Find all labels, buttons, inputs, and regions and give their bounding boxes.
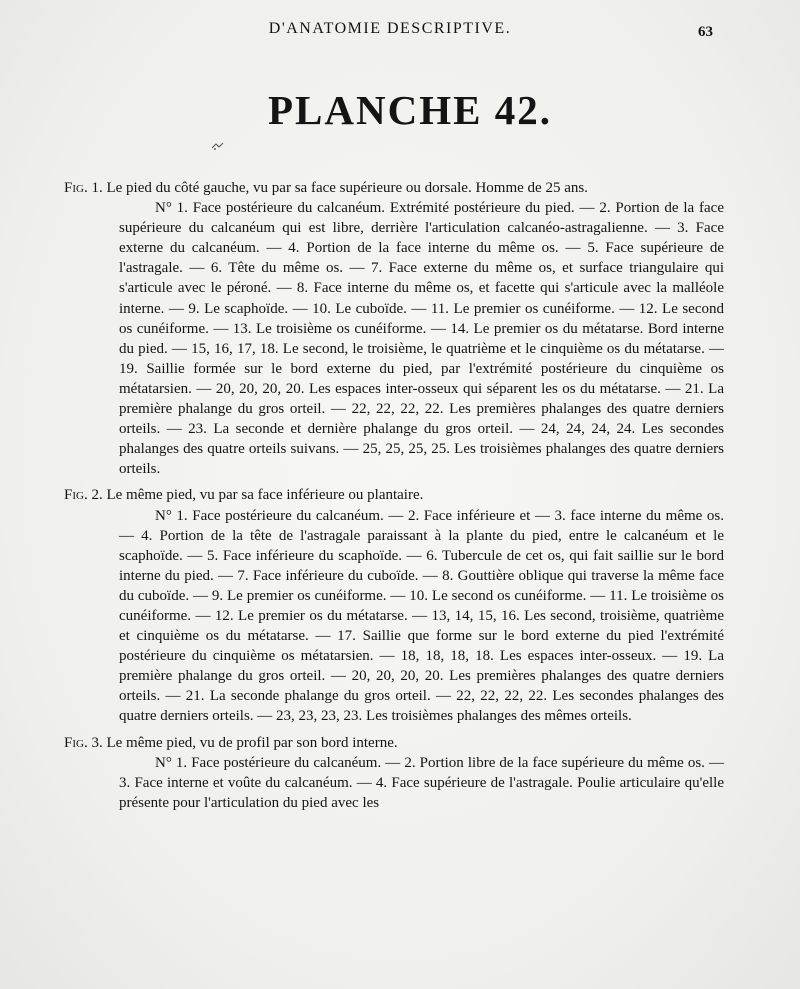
- figure-2-heading: [64, 485, 724, 505]
- figure-3-label: Fig. 3.: [64, 734, 103, 751]
- figure-1-caption: Le pied du côté gauche, vu par sa face supérieure ou dorsale. Homme de 25 ans.: [106, 180, 588, 196]
- figure-3-legend: N° 1. Face postérieure du calcanéum. — 2. Portion libre de la face supérieure du même os. — 3. Face interne et voûte du calcanéum. — 4. Face supérieure de l'astragale. Poulie articulaire qu'elle présente pour l'articulation du pied avec les: [119, 754, 724, 811]
- figure-1-heading: [64, 178, 724, 198]
- page-number: 63: [698, 24, 713, 40]
- plate-legend-text: [64, 178, 724, 813]
- figure-3-caption: Le même pied, vu de profil par son bord interne.: [106, 734, 398, 751]
- running-title: D'ANATOMIE DESCRIPTIVE.: [268, 20, 512, 37]
- ink-speck-ornament: [210, 140, 226, 152]
- figure-1-legend: N° 1. Face postérieure du calcanéum. Extrémité postérieure du pied. — 2. Portion de la face supérieure du calcanéum qui est libre, derrière l'articulation calcanéo-astragalienne. — 3. Face externe du calcanéum. — 4. Portion de la face interne du même os. — 5. Face supérieure de l'astragale. — 6. Tête du même os. — 7. Face externe du même os, et surface triangulaire qui s'articule avec le péroné. — 8. Face interne du même os, et facette qui s'articule avec la malléole interne. — 9. Le scaphoïde. — 10. Le cuboïde. — 11. Le premier os cunéiforme. — 12. Le second os cunéiforme. — 13. Le troisième os cunéiforme. — 14. Le premier os du métatarse. Bord interne du pied. — 15, 16, 17, 18. Le second, le troisième, le quatrième et le cinquième os du métatarse. — 19. Saillie formée sur le bord externe du pied, par l'extrémité postérieure du cinquième os métatarsien. — 20, 20, 20, 20. Les espaces inter-osseux qui séparent les os du métatarse. — 21. La première phalange du gros orteil. — 22, 22, 22, 22. Les premières phalanges des quatre derniers orteils. — 23. La seconde et dernière phalange du gros orteil. — 24, 24, 24, 24. Les secondes phalanges des quatre orteils suivans. — 25, 25, 25, 25. Les troisièmes phalanges des quatre derniers orteils.: [119, 200, 724, 478]
- figure-2-label: Fig. 2.: [64, 487, 103, 504]
- plate-title: PLANCHE 42.: [268, 87, 552, 133]
- figure-3-heading: [64, 733, 724, 753]
- figure-2-legend: N° 1. Face postérieure du calcanéum. — 2. Face inférieure et — 3. face interne du même os. — 4. Portion de la tête de l'astragale paraissant à la plante du pied, entre le calcanéum et le scaphoïde. — 5. Face inférieure du scaphoïde. — 6. Tubercule de cet os, qui fait saillie sur le bord interne du pied. — 7. Face inférieure du cuboïde. — 8. Gouttière oblique qui traverse la même face du cuboïde. — 9. Le premier os cunéiforme. — 10. Le second os cunéiforme. — 11. Le troisième os cunéiforme. — 12. Le premier os du métatarse. — 13, 14, 15, 16. Les second, troisième, quatrième et cinquième os du métatarse. — 17. Saillie que forme sur le bord externe du pied l'extrémité postérieure du cinquième os métatarsien. — 18, 18, 18, 18. Les espaces inter-osseux. — 19. La première phalange du gros orteil. — 20, 20, 20, 20. Les premières phalanges des quatre derniers orteils. — 21. La seconde phalange du gros orteil. — 22, 22, 22, 22. Les secondes phalanges des quatre derniers orteils. — 23, 23, 23, 23. Les troisièmes phalanges des mêmes orteils.: [119, 507, 724, 725]
- figure-1-label: Fig. 1.: [64, 180, 103, 196]
- figure-2-caption: Le même pied, vu par sa face inférieure ou plantaire.: [106, 487, 424, 504]
